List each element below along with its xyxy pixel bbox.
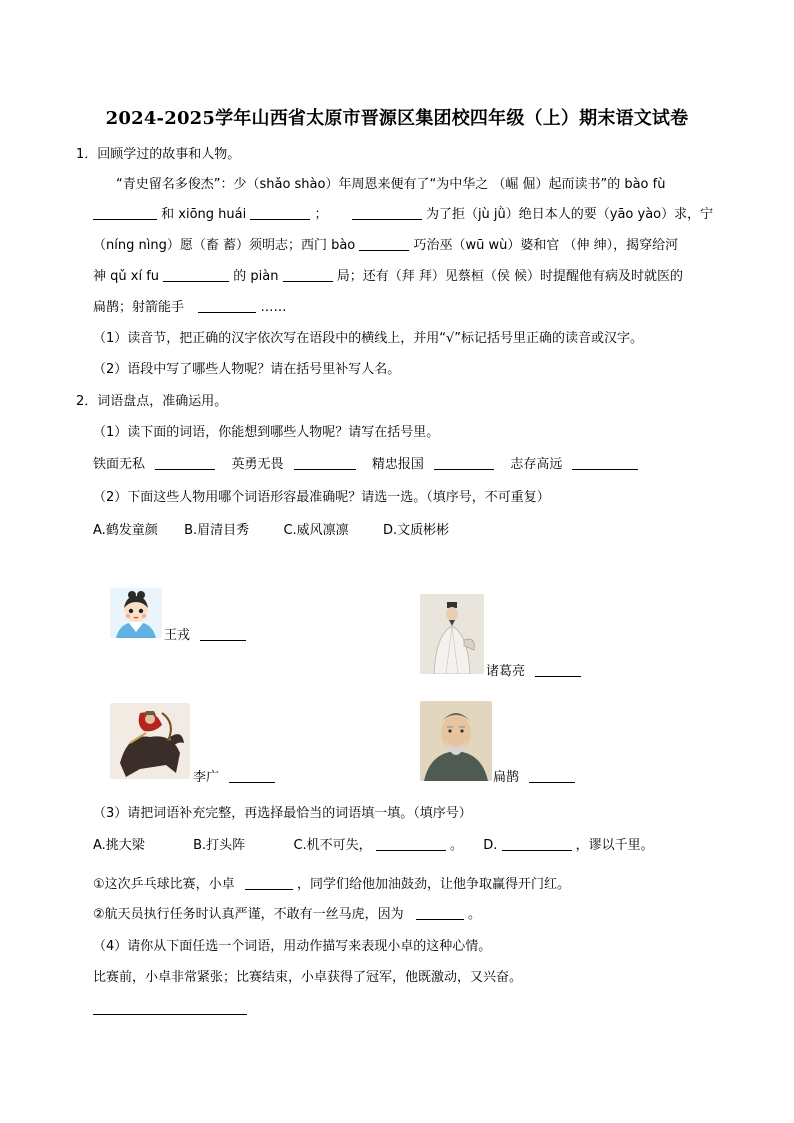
option-item: C.机不可失，: [293, 838, 372, 853]
word-item: 英勇无畏: [231, 457, 284, 472]
q1-passage-line-2: [93, 206, 713, 224]
q1-heading: 1．回顾学过的故事和人物。: [76, 147, 241, 162]
q2-sub3-options: [93, 837, 654, 855]
option-punct: 。: [449, 838, 463, 853]
person-name: 王戎: [164, 628, 191, 643]
q1-passage-text: ；: [314, 207, 328, 222]
q1-passage-line-3: [93, 237, 678, 255]
option-item: B.眉清目秀: [184, 523, 250, 538]
idiom-blank-d[interactable]: [502, 837, 572, 851]
q1-passage-text: 扁鹊；射箭能手: [93, 300, 185, 315]
sentence-text: ，同学们给他加油鼓劲，让他争取赢得开门红。: [296, 877, 570, 892]
person-answer-blank[interactable]: [535, 663, 581, 677]
wangrong-caption: [164, 627, 246, 645]
blank-quxifu[interactable]: [163, 268, 229, 282]
q2-sub-3: （3）请把词语补充完整，再选择最恰当的词语填一填。（填序号）: [93, 806, 472, 821]
sentence-text: ①这次乒乓球比赛，小卓: [93, 877, 235, 892]
blank-xionghuai[interactable]: [250, 206, 310, 220]
blank-archer[interactable]: [198, 299, 256, 313]
word-blank[interactable]: [155, 456, 215, 470]
q2-sub-4: （4）请你从下面任选一个词语，用动作描写来表现小卓的这种心情。: [93, 939, 492, 954]
q2-sentence-2: [93, 906, 481, 924]
blank-person-1[interactable]: [352, 206, 422, 220]
q1-passage-text: 神 qǔ xí fu: [93, 269, 160, 284]
q2-heading: 2．词语盘点，准确运用。: [76, 394, 228, 409]
q1-passage-text: ……: [260, 300, 287, 315]
zhugeliang-portrait: [420, 594, 484, 674]
person-answer-blank[interactable]: [529, 769, 575, 783]
bianque-caption: [493, 769, 575, 787]
person-answer-blank[interactable]: [200, 627, 246, 641]
q1-passage-text: 巧治巫（wū wù）婆和官 （伸 绅），揭穿给河: [413, 238, 679, 253]
idiom-blank-c[interactable]: [376, 837, 446, 851]
q2-sub-2: （2）下面这些人物用哪个词语形容最准确呢？请选一选。（填序号，不可重复）: [93, 490, 550, 505]
q2-sub4-text: 比赛前，小卓非常紧张；比赛结束，小卓获得了冠军，他既激动，又兴奋。: [93, 970, 523, 985]
answer-line[interactable]: [93, 1014, 247, 1015]
word-item: 铁面无私: [93, 457, 146, 472]
sentence-text: ②航天员执行任务时认真严谨，不敢有一丝马虎，因为: [93, 907, 404, 922]
q1-passage-line-4: [93, 268, 683, 286]
q1-passage-line-1: [116, 176, 665, 194]
q2-sub-1: （1）读下面的词语，你能想到哪些人物呢？请写在括号里。: [93, 425, 440, 440]
option-item: C.威风凛凛: [283, 523, 349, 538]
q2-options-row: [93, 522, 449, 540]
word-item: 志存高远: [510, 457, 563, 472]
q1-sub-1: （1）读音节，把正确的汉字依次写在语段中的横线上，并用“√”标记括号里正确的读音或汉字。: [93, 331, 644, 346]
word-blank[interactable]: [294, 456, 356, 470]
q2-sentence-1: [93, 876, 570, 894]
person-name: 诸葛亮: [486, 664, 526, 679]
option-item: A.挑大梁: [93, 838, 145, 853]
q1-passage-text: “青史留名多俊杰”：少（shǎo shào）年周恩来便有了“为中华之 （崛 倔）起而读书”的 bào fù: [116, 177, 666, 192]
blank-bao[interactable]: [359, 237, 409, 251]
sentence-text: 。: [467, 907, 481, 922]
person-name: 扁鹊: [493, 770, 520, 785]
q1-passage-line-5: [93, 299, 286, 317]
option-item: B.打头阵: [193, 838, 246, 853]
wangrong-portrait: [110, 588, 162, 638]
q1-passage-text: 为了拒（jù jǜ）绝日本人的要（yāo yào）求，宁: [425, 207, 714, 222]
sentence-blank-1[interactable]: [245, 876, 293, 890]
word-blank[interactable]: [572, 456, 638, 470]
q1-sub-2: （2）语段中写了哪些人物呢？请在括号里补写人名。: [93, 362, 401, 377]
liguang-caption: [193, 769, 275, 787]
option-item: D.文质彬彬: [382, 523, 450, 538]
blank-baofu[interactable]: [93, 206, 157, 220]
word-item: 精忠报国: [371, 457, 424, 472]
zhugeliang-caption: [486, 663, 581, 681]
exam-title: 2024-2025学年山西省太原市晋源区集团校四年级（上）期末语文试卷: [105, 108, 689, 129]
person-answer-blank[interactable]: [229, 769, 275, 783]
q1-passage-text: 局；还有（拜 拜）见蔡桓（侯 候）时提醒他有病及时就医的: [336, 269, 684, 284]
q2-words-row: [93, 456, 638, 474]
option-item: D.: [483, 838, 498, 853]
q1-passage-text: （níng nìng）愿（畜 蓄）须明志；西门 bào: [93, 238, 356, 253]
q1-passage-text: 的 piàn: [233, 269, 279, 284]
blank-pian[interactable]: [283, 268, 333, 282]
q1-passage-text: 和 xiōng huái: [161, 207, 247, 222]
person-name: 李广: [193, 770, 220, 785]
bianque-portrait: [420, 701, 492, 781]
liguang-portrait: [110, 703, 190, 779]
sentence-blank-2[interactable]: [416, 906, 464, 920]
word-blank[interactable]: [434, 456, 494, 470]
option-item: ，谬以千里。: [575, 838, 654, 853]
option-item: A.鹤发童颜: [93, 523, 158, 538]
